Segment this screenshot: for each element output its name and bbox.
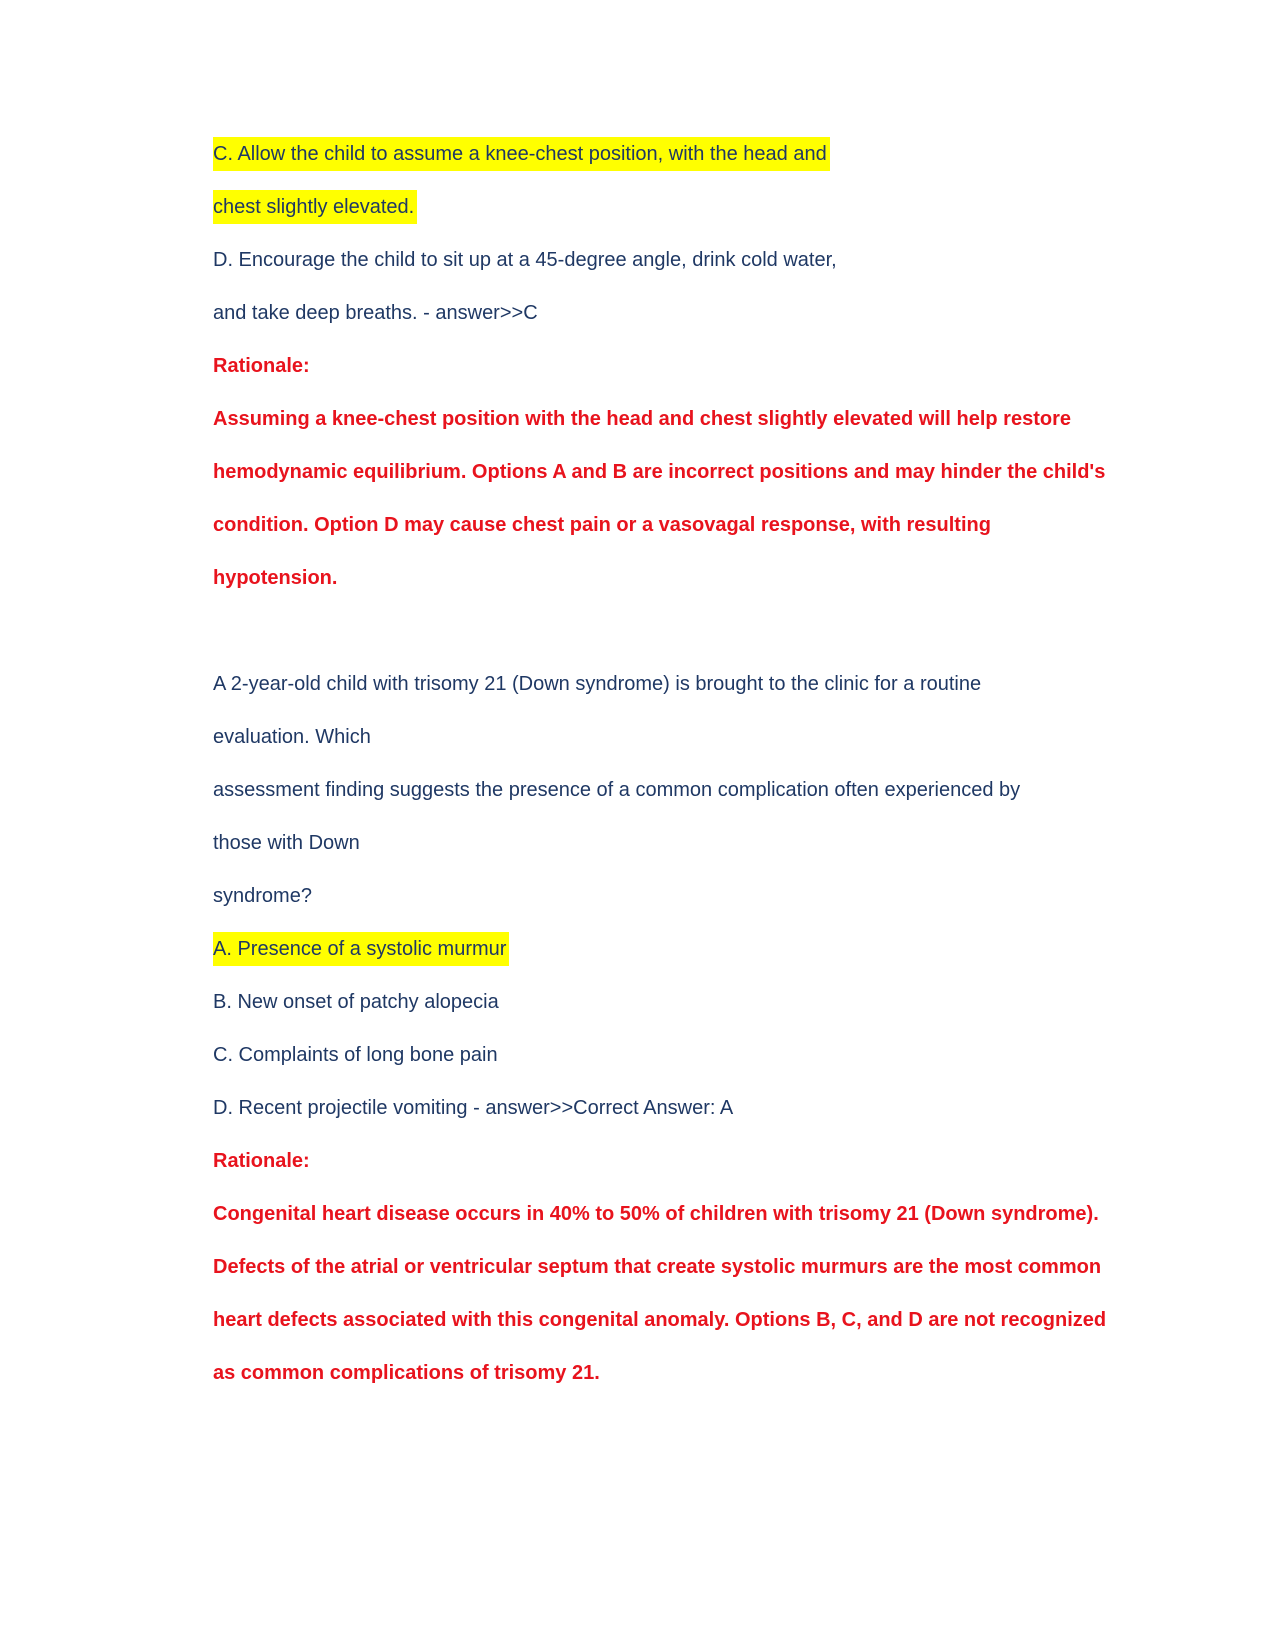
- answer-option-d-line-1: D. Encourage the child to sit up at a 45-degree angle, drink cold water,: [213, 249, 837, 271]
- rationale-heading: Rationale:: [213, 355, 310, 377]
- answer-option-c-line-2: [213, 181, 1185, 234]
- answer-option-c: C. Complaints of long bone pain: [213, 1044, 498, 1066]
- question-stem-line-1: A 2-year-old child with trisomy 21 (Down syndrome) is brought to the clinic for a routine: [213, 673, 982, 695]
- rationale-2-text-line-4: as common complications of trisomy 21.: [213, 1362, 600, 1384]
- rationale-2-text-line-2: Defects of the atrial or ventricular septum that create systolic murmurs are the most common: [213, 1256, 1102, 1278]
- question-stem-line-4: those with Down: [213, 832, 360, 854]
- highlighted-text: A. Presence of a systolic murmur: [213, 932, 509, 966]
- blank-line: [213, 605, 1185, 658]
- highlighted-text: chest slightly elevated.: [213, 190, 417, 224]
- rationale-text-line-2: hemodynamic equilibrium. Options A and B are incorrect positions and may hinder the child's: [213, 461, 1106, 483]
- question-stem-line-3: assessment finding suggests the presence of a common complication often experienced by: [213, 779, 1021, 801]
- highlighted-text: C. Allow the child to assume a knee-chest position, with the head and: [213, 137, 830, 171]
- rationale-text-line-3: condition. Option D may cause chest pain or a vasovagal response, with resulting: [213, 514, 991, 536]
- rationale-text-line-4: hypotension.: [213, 567, 338, 589]
- answer-option-c-line-1: [213, 128, 1185, 181]
- answer-option-a-highlighted: [213, 923, 1185, 976]
- answer-option-d-line-2-with-answer: and take deep breaths. - answer>>C: [213, 302, 538, 324]
- document-text-block: [213, 128, 1185, 1400]
- answer-option-b: B. New onset of patchy alopecia: [213, 991, 499, 1013]
- question-stem-line-5: syndrome?: [213, 885, 312, 907]
- question-stem-line-2: evaluation. Which: [213, 726, 371, 748]
- rationale-heading-2: Rationale:: [213, 1150, 310, 1172]
- rationale-2-text-line-3: heart defects associated with this congenital anomaly. Options B, C, and D are not recognized: [213, 1309, 1107, 1331]
- rationale-2-text-line-1: Congenital heart disease occurs in 40% to 50% of children with trisomy 21 (Down syndrome).: [213, 1203, 1099, 1225]
- rationale-text-line-1: Assuming a knee-chest position with the head and chest slightly elevated will help restore: [213, 408, 1071, 430]
- answer-option-d-with-answer: D. Recent projectile vomiting - answer>>Correct Answer: A: [213, 1097, 734, 1119]
